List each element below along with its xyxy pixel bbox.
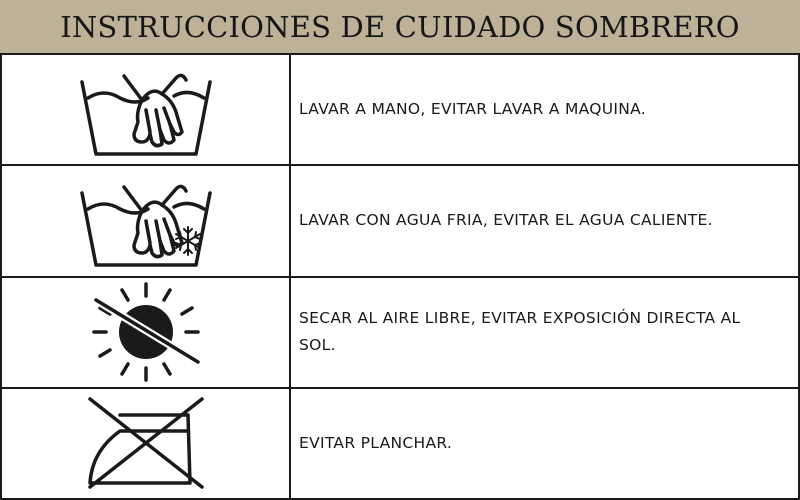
instruction-cell [290, 277, 799, 388]
care-row [1, 277, 799, 388]
instruction-text: LAVAR CON AGUA FRIA, EVITAR EL AGUA CALIENTE. [299, 211, 713, 230]
cold-hand-wash-icon [76, 171, 216, 271]
care-table [0, 53, 800, 500]
instruction-text: SECAR AL AIRE LIBRE, EVITAR EXPOSICIÓN DIRECTA AL SOL. [299, 309, 741, 355]
icon-cell [1, 165, 290, 276]
no-direct-sun-icon [86, 280, 206, 384]
instruction-text: EVITAR PLANCHAR. [299, 433, 453, 452]
instruction-text: LAVAR A MANO, EVITAR LAVAR A MAQUINA. [299, 100, 647, 119]
instruction-cell [290, 388, 799, 499]
care-row [1, 165, 799, 276]
instruction-cell [290, 165, 799, 276]
icon-cell [1, 388, 290, 499]
do-not-iron-icon [84, 395, 208, 491]
care-row [1, 54, 799, 165]
hand-wash-icon [76, 60, 216, 160]
instruction-cell [290, 54, 799, 165]
page-title: INSTRUCCIONES DE CUIDADO SOMBRERO [60, 9, 740, 44]
header-banner [0, 0, 800, 53]
care-row [1, 388, 799, 499]
icon-cell [1, 277, 290, 388]
icon-cell [1, 54, 290, 165]
